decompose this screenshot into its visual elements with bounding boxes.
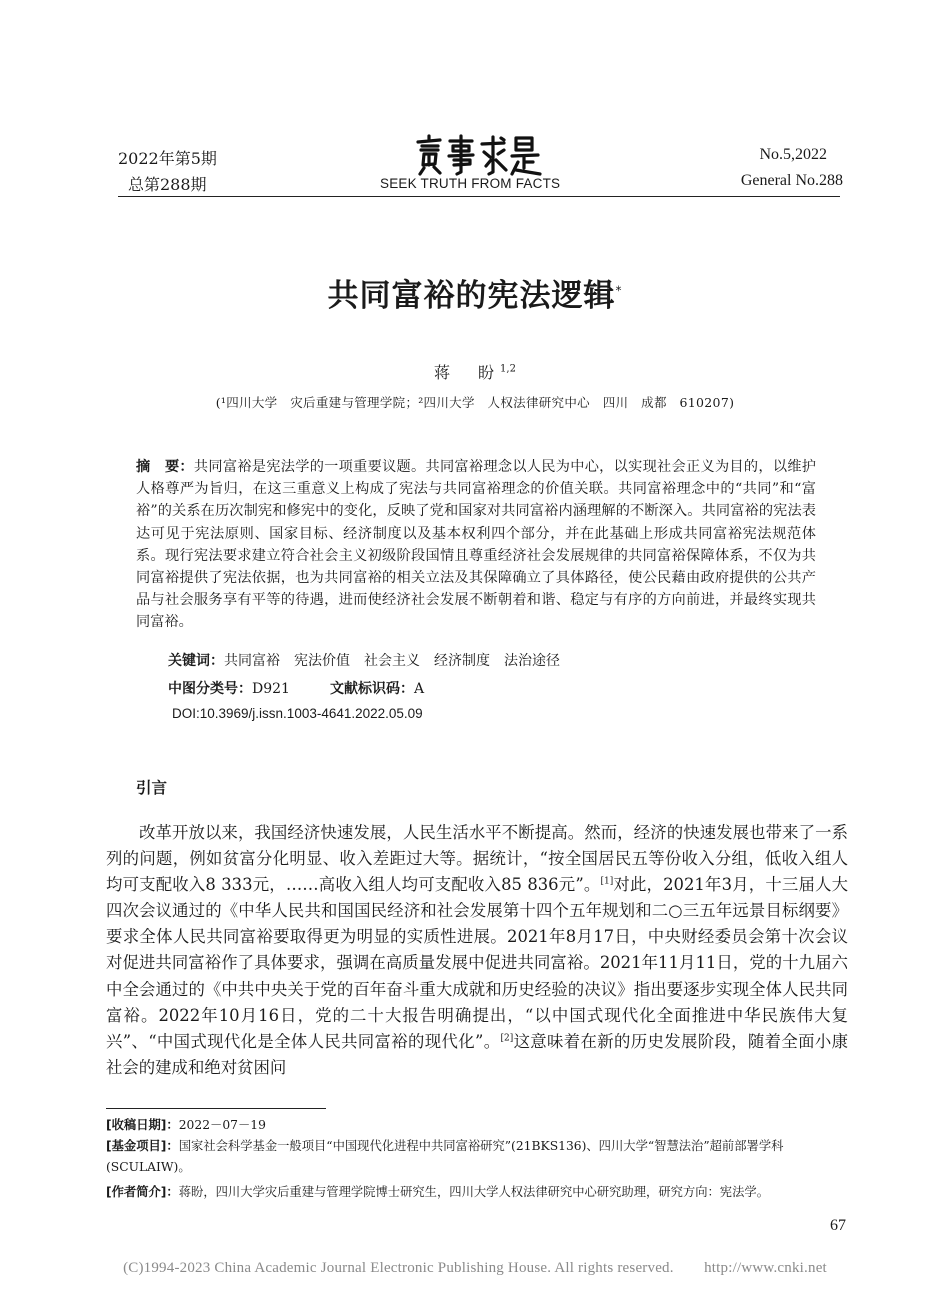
abstract-label: 摘 要：: [136, 459, 194, 475]
title-footnote-mark: *: [615, 283, 623, 298]
doccode-label: 文献标识码：: [329, 681, 414, 697]
keywords-text: 共同富裕 宪法价值 社会主义 经济制度 法治途径: [224, 653, 560, 669]
footnote-rule: [106, 1108, 326, 1109]
author-affiliation: (¹四川大学 灾后重建与管理学院；²四川大学 人权法律研究中心 四川 成都 610207): [215, 395, 735, 410]
journal-english-name: SEEK TRUTH FROM FACTS: [380, 176, 561, 191]
fund-label: [基金项目]：: [106, 1139, 179, 1153]
fund-text: 国家社会科学基金一般项目“中国现代化进程中共同富裕研究”(21BKS136)、四川大学“智慧法治”超前部署学科(SCULAIW)。: [106, 1139, 784, 1174]
journal-logo-calligraphy-icon: [412, 132, 542, 178]
body-text-3: 这意味着在新的历史发展阶段，随着全面小康社会的建成和绝对贫困问: [106, 1031, 849, 1077]
author-affil-marks: 1,2: [500, 363, 516, 375]
keywords: [168, 650, 560, 670]
classification: [168, 678, 424, 698]
author-name: 蒋 盼: [434, 363, 501, 382]
issue-number-cn: 2022年第5期: [118, 149, 217, 168]
footnote-received: [106, 1115, 848, 1136]
abstract-text: 共同富裕是宪法学的一项重要议题。共同富裕理念以人民为中心，以实现社会正义为目的，以维护人格尊严为旨归，在这三重意义上构成了宪法与共同富裕理念的价值关联。共同富裕理念中的“共同”和“富裕”的关系在历次制宪和修宪中的变化，反映了党和国家对共同富裕内涵理解的不断深入。共同富裕的宪法表达可见于宪法原则、国家目标、经济制度以及基本权利四个部分，并在此基础上形成共同富裕宪法规范体系。现行宪法要求建立符合社会主义初级阶段国情且尊重经济社会发展规律的共同富裕保障体系，不仅为共同富裕提供了宪法依据，也为共同富裕的相关立法及其保障确立了具体路径，使公民藉由政府提供的公共产品与社会服务享有平等的待遇，进而使经济社会发展不断朝着和谐、稳定与有序的方向前进，并最终实现共同富裕。: [136, 459, 816, 631]
received-date: 2022－07－19: [178, 1118, 266, 1132]
header-rule: [118, 196, 840, 197]
body-paragraph: [106, 820, 848, 1081]
page-number: 67: [830, 1217, 846, 1234]
article-title: [0, 270, 950, 315]
author-bio-label: [作者简介]：: [106, 1185, 179, 1199]
article-title-text: 共同富裕的宪法逻辑: [327, 278, 616, 314]
total-issue-en: General No.288: [740, 172, 843, 189]
abstract: [136, 456, 816, 634]
author-line: [0, 360, 950, 383]
keywords-label: 关键词：: [168, 653, 224, 669]
footnote-fund: [106, 1136, 848, 1178]
received-label: [收稿日期]：: [106, 1118, 179, 1132]
clc-value: D921: [252, 681, 290, 697]
doccode-value: A: [413, 681, 425, 697]
copyright-notice: (C)1994-2023 China Academic Journal Electronic Publishing House. All rights reserved. http://www.cnki.net: [123, 1260, 827, 1276]
citation-ref-1[interactable]: [1]: [600, 876, 614, 887]
author-bio-text: 蒋盼，四川大学灾后重建与管理学院博士研究生，四川大学人权法律研究中心研究助理，研究方向：宪法学。: [178, 1185, 769, 1199]
section-heading: 引言: [136, 779, 168, 797]
footnote-author: [106, 1182, 848, 1203]
clc-label: 中图分类号：: [168, 681, 252, 697]
total-issue-cn: 总第288期: [128, 175, 207, 194]
body-text-1: 改革开放以来，我国经济快速发展，人民生活水平不断提高。然而，经济的快速发展也带来了一系列的问题，例如贫富分化明显、收入差距过大等。据统计，“按全国居民五等份收入分组，低收入组人均可支配收入8 333元，……高收入组人均可支配收入85 836元”。: [106, 823, 848, 895]
issue-number-en: No.5,2022: [759, 146, 827, 163]
body-text-2: 对此，2021年3月，十三届人大四次会议通过的《中华人民共和国国民经济和社会发展第十四个五年规划和二○三五年远景目标纲要》要求全体人民共同富裕要取得更为明显的实质性进展。2021年8月17日，中央财经委员会第十次会议对促进共同富裕作了具体要求，强调在高质量发展中促进共同富裕。2021年11月11日，党的十九届六中全会通过的《中共中央关于党的百年奋斗重大成就和历史经验的决议》指出要逐步实现全体人民共同富裕。2022年10月16日，党的二十大报告明确提出，“以中国式现代化全面推进中华民族伟大复兴”、“中国式现代化是全体人民共同富裕的现代化”。: [106, 875, 849, 1051]
doi: DOI:10.3969/j.issn.1003-4641.2022.05.09: [172, 706, 423, 721]
journal-logo: [412, 132, 542, 178]
citation-ref-2[interactable]: [2]: [500, 1033, 514, 1044]
